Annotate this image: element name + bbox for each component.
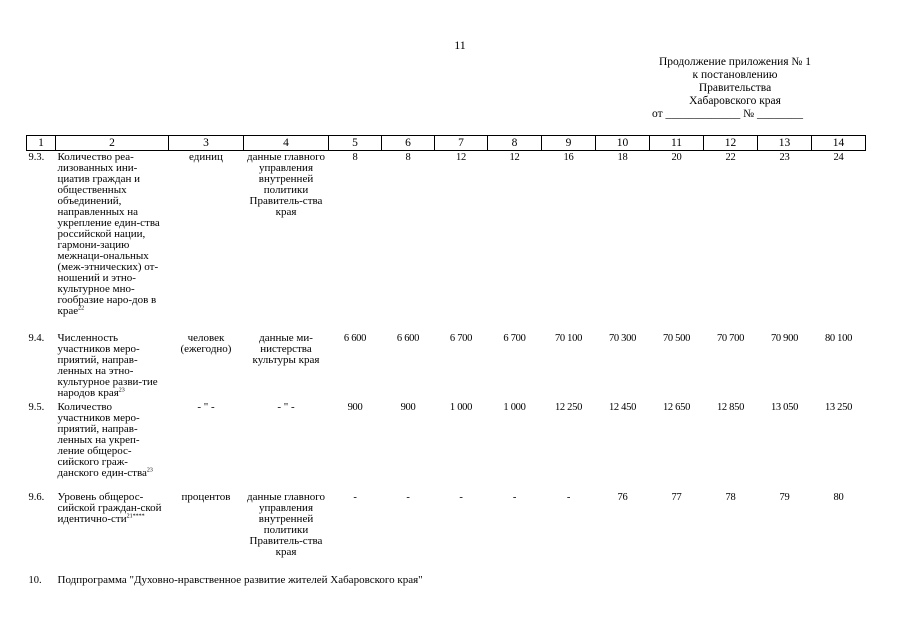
value-cell: 900 (400, 402, 416, 413)
column-number: 11 (650, 136, 704, 151)
subprogram-title: Подпрограмма "Духовно-нравственное развитие жителей Хабаровского края" (57, 574, 423, 586)
column-number: 2 (56, 136, 169, 151)
value-cell: 22 (725, 152, 736, 163)
row-number: 9.3. (28, 152, 45, 163)
indicator-name (56, 151, 169, 333)
page-number: 11 (454, 38, 466, 52)
value-cell: 79 (779, 492, 790, 503)
value-cell: 70 700 (716, 333, 745, 344)
value-cell: 1 000 (449, 402, 473, 413)
value-cell: 20 (671, 152, 682, 163)
source-cell: данные главного управления внутренней политики Правитель-ства края (247, 491, 325, 558)
unit-cell: - " - (197, 401, 215, 413)
indicator-name-text: Уровень общерос-сийской граждан-ской идентичнo-сти (57, 491, 162, 525)
value-cell: 12 650 (662, 402, 691, 413)
indicator-name (56, 332, 169, 401)
footnote-ref: 23 (146, 467, 153, 474)
value-cell: 70 900 (770, 333, 799, 344)
value-cell: 23 (779, 152, 790, 163)
subprogram-row (27, 572, 866, 595)
unit-cell: единиц (189, 151, 223, 163)
value-cell: 13 250 (824, 402, 853, 413)
column-number: 1 (27, 136, 56, 151)
column-number: 10 (596, 136, 650, 151)
appendix-line-1: Продолжение приложения № 1 (658, 56, 812, 68)
footnote-ref: 23 (118, 387, 125, 394)
value-cell: 13 050 (770, 402, 799, 413)
value-cell: 1 000 (503, 402, 526, 413)
source-cell: данные ми-нистерства культуры края (252, 332, 320, 366)
row-number: 9.4. (28, 333, 45, 344)
column-number: 14 (812, 136, 866, 151)
value-cell: 12 (456, 152, 466, 163)
value-cell: 12 850 (716, 402, 745, 413)
appendix-heading (640, 56, 830, 121)
table-row (27, 332, 866, 401)
table-row (27, 491, 866, 572)
column-number: 4 (244, 136, 329, 151)
value-cell: 18 (617, 152, 628, 163)
value-cell: 900 (347, 402, 363, 413)
value-cell: 12 250 (554, 402, 583, 413)
indicator-name-text: Количество реа-лизованных ини-циатив граждан и общественных объединений, направленных на укрепление един-ства российской нации, гармони-зацию межнаци-ональных (меж-этнических) от-ношений и этно-культурное мно-гообразие наро-дов в крае (57, 151, 160, 317)
value-cell: 77 (671, 492, 682, 503)
appendix-line-4: Хабаровского края (689, 95, 781, 107)
column-number: 13 (758, 136, 812, 151)
footnote-ref: 22 (78, 305, 85, 312)
row-number: 9.5. (28, 402, 45, 413)
value-cell: - (406, 492, 410, 503)
value-cell: 8 (405, 152, 411, 163)
unit-cell: человек (ежегодно) (180, 332, 232, 355)
value-cell: 70 100 (554, 333, 583, 344)
value-cell: 6 600 (396, 333, 420, 344)
value-cell: 12 450 (608, 402, 637, 413)
column-number: 12 (704, 136, 758, 151)
value-cell: 6 700 (503, 333, 526, 344)
unit-cell: процентов (181, 491, 231, 503)
value-cell: 16 (563, 152, 574, 163)
value-cell: - (512, 492, 517, 503)
table-row (27, 401, 866, 491)
source-cell: - " - (277, 401, 295, 413)
indicator-name-text: Численность участников меро-приятий, направ-ленных на этно-культурное разви-тие народов края (57, 332, 158, 399)
table-row (27, 151, 866, 333)
value-cell: 70 300 (608, 333, 637, 344)
appendix-line-2: к постановлению (692, 69, 778, 81)
footnote-ref: 21**** (126, 513, 145, 520)
value-cell: - (353, 492, 357, 503)
indicators-table (26, 135, 866, 595)
value-cell: 70 500 (662, 333, 691, 344)
value-cell: - (459, 492, 463, 503)
appendix-line-3: Правительства (698, 82, 772, 94)
value-cell: 78 (725, 492, 736, 503)
column-number: 8 (488, 136, 542, 151)
value-cell: 6 700 (449, 333, 473, 344)
value-cell: - (566, 492, 571, 503)
value-cell: 8 (352, 152, 358, 163)
column-number: 5 (329, 136, 382, 151)
value-cell: 6 600 (343, 333, 367, 344)
column-number: 3 (169, 136, 244, 151)
indicator-name (56, 401, 169, 491)
value-cell: 24 (833, 152, 844, 163)
column-number-row (27, 136, 866, 151)
value-cell: 76 (617, 492, 628, 503)
column-number: 9 (542, 136, 596, 151)
row-number: 9.6. (28, 492, 45, 503)
appendix-date-line: от _____________ № ________ (652, 108, 803, 120)
column-number: 6 (382, 136, 435, 151)
source-cell: данные главного управления внутренней политики Правитель-ства края (247, 151, 325, 218)
row-number: 10. (28, 575, 42, 586)
value-cell: 12 (509, 152, 520, 163)
indicator-name (56, 491, 169, 572)
indicator-name-text: Количество участников меро-приятий, направ-ленных на укреп-ление общерос-сийского граж-данского един-ства (57, 401, 147, 479)
column-number: 7 (435, 136, 488, 151)
value-cell: 80 100 (824, 333, 853, 344)
value-cell: 80 (833, 492, 844, 503)
